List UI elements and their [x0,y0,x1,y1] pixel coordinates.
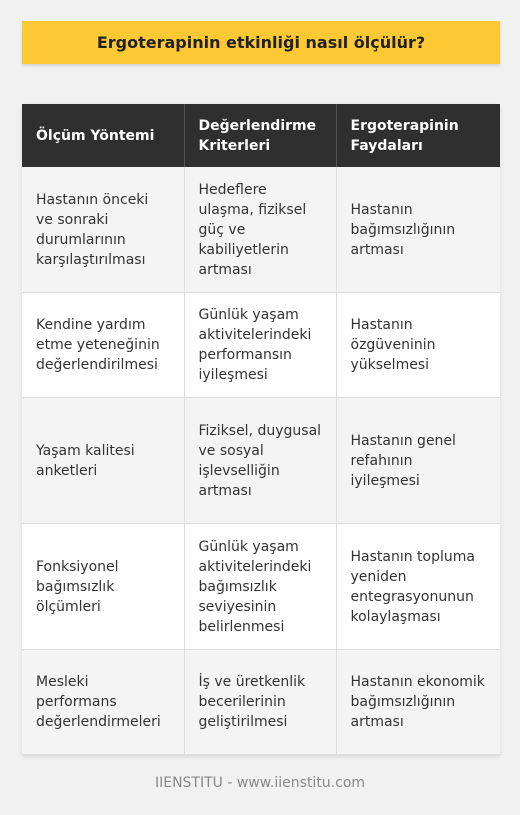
cell-method: Hastanın önceki ve sonraki durumlarının karşılaştırılması [22,167,184,293]
cell-method: Mesleki performans değerlendirmeleri [22,650,184,755]
cell-method: Fonksiyonel bağımsızlık ölçümleri [22,524,184,650]
cell-benefits: Hastanın özgüveninin yükselmesi [336,293,500,398]
cell-criteria: Hedeflere ulaşma, fiziksel güç ve kabiliyetlerin artması [184,167,336,293]
cell-criteria: İş ve üretkenlik becerilerinin geliştirilmesi [184,650,336,755]
table-row [22,167,500,293]
cell-benefits: Hastanın genel refahının iyileşmesi [336,398,500,524]
table-header-row [22,104,500,167]
column-header-method: Ölçüm Yöntemi [22,104,184,167]
table-row [22,293,500,398]
comparison-table-container [22,104,500,755]
column-header-criteria: Değerlendirme Kriterleri [184,104,336,167]
cell-benefits: Hastanın bağımsızlığının artması [336,167,500,293]
cell-method: Kendine yardım etme yeteneğinin değerlendirilmesi [22,293,184,398]
page-title: Ergoterapinin etkinliği nasıl ölçülür? [96,33,426,52]
cell-criteria: Günlük yaşam aktivitelerindeki performansın iyileşmesi [184,293,336,398]
cell-benefits: Hastanın topluma yeniden entegrasyonunun kolaylaşması [336,524,500,650]
comparison-table [22,104,500,755]
cell-method: Yaşam kalitesi anketleri [22,398,184,524]
footer-credit: IIENSTITU - www.iienstitu.com [154,775,366,791]
cell-benefits: Hastanın ekonomik bağımsızlığının artması [336,650,500,755]
cell-criteria: Günlük yaşam aktivitelerindeki bağımsızlık seviyesinin belirlenmesi [184,524,336,650]
table-row [22,650,500,755]
cell-criteria: Fiziksel, duygusal ve sosyal işlevselliğin artması [184,398,336,524]
title-banner [22,21,500,64]
table-row [22,524,500,650]
column-header-benefits: Ergoterapinin Faydaları [336,104,500,167]
table-row [22,398,500,524]
